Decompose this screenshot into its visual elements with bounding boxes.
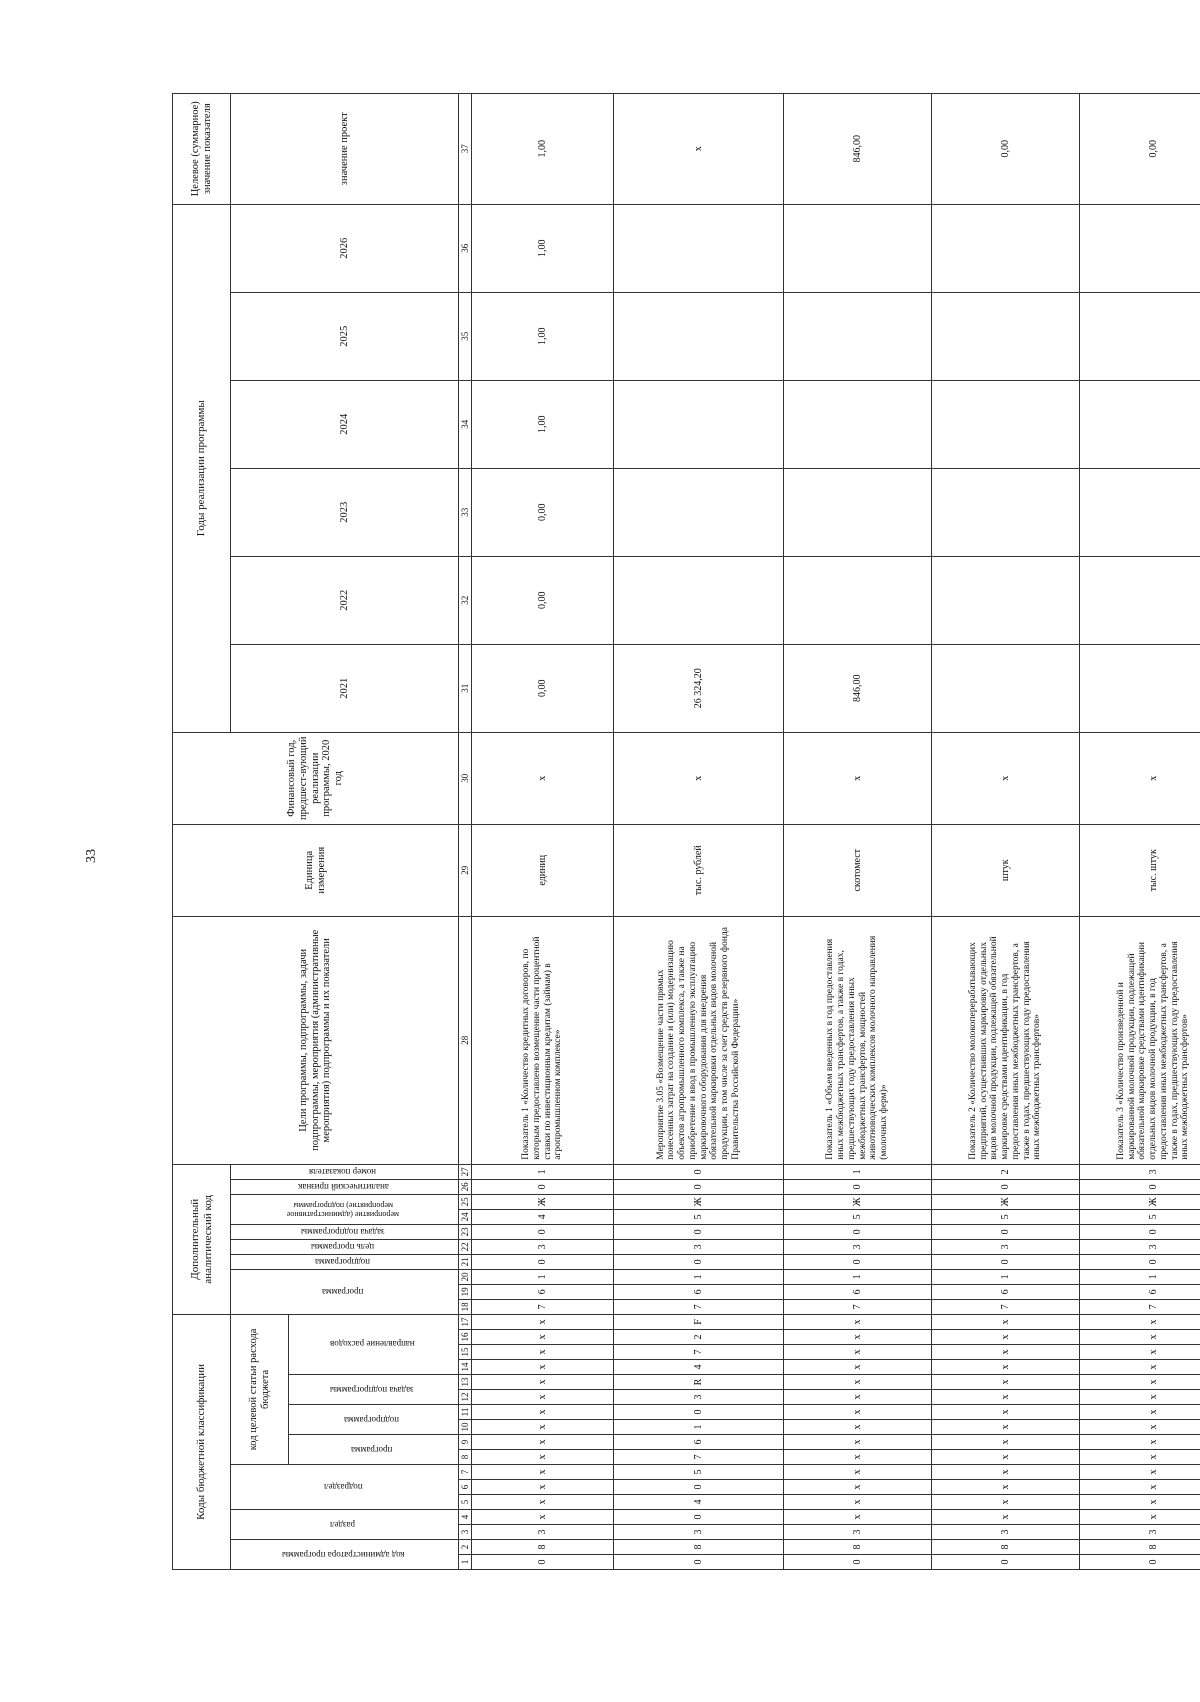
year-value-cell: 1,00: [472, 292, 614, 380]
year-value-cell: [614, 204, 784, 292]
code-cell: 6: [1080, 1284, 1200, 1299]
fin-year-cell: х: [932, 732, 1080, 824]
column-number: 23: [459, 1224, 472, 1239]
code-cell: х: [472, 1510, 614, 1525]
column-number: 9: [459, 1435, 472, 1450]
code-cell: 6: [614, 1435, 784, 1450]
column-number: 26: [459, 1179, 472, 1194]
target-value-sub-header: значение проект: [231, 93, 459, 204]
years-header: Годы реализации программы: [173, 204, 231, 732]
code-cell: 0: [784, 1555, 932, 1570]
code-cell: 0: [614, 1405, 784, 1420]
column-number: 32: [459, 556, 472, 644]
code-cell: 5: [1080, 1209, 1200, 1224]
column-number: 18: [459, 1299, 472, 1314]
code-cell: х: [1080, 1435, 1200, 1450]
code-cell: 0: [472, 1254, 614, 1269]
code-cell: 0: [1080, 1555, 1200, 1570]
indicator-number-header: номер показателя: [309, 1166, 377, 1177]
column-number: 13: [459, 1375, 472, 1390]
code-cell: 3: [932, 1525, 1080, 1540]
code-cell: 0: [1080, 1179, 1200, 1194]
code-cell: х: [932, 1435, 1080, 1450]
year-2024-header: 2024: [231, 380, 459, 468]
code-cell: 0: [614, 1164, 784, 1179]
code-cell: х: [932, 1314, 1080, 1329]
description-cell: Показатель 2 «Количество молокоперерабатывающих предприятий, осуществивших маркировку отдельных видов молочной продукции, подлежащей обязательной маркировке средствами идентификации, в год предоставления иных межбюджетных трансфертов, а также в годах, предшествующих году предоставления иных межбюджетных трансфертов»: [932, 916, 1080, 1164]
description-cell: Показатель 1 «Объем введенных в год предоставления иных межбюджетных трансфертов, а также в годах, предшествующих году предоставления иных межбюджетных трансфертов, мощностей животноводческих комплексов молочного направления (молочных ферм)»: [784, 916, 932, 1164]
year-value-cell: 0,00: [472, 644, 614, 732]
code-cell: 1: [784, 1164, 932, 1179]
code-cell: х: [784, 1390, 932, 1405]
code-cell: х: [932, 1480, 1080, 1495]
code-cell: х: [932, 1330, 1080, 1345]
description-cell: Показатель 1 «Количество кредитных договоров, по которым предоставлено возмещение части процентной ставки по инвестиционным кредитам (займам) в агропромышленном комплексе»: [472, 916, 614, 1164]
code-cell: х: [784, 1495, 932, 1510]
code-cell: 0: [614, 1555, 784, 1570]
code-cell: 0: [614, 1480, 784, 1495]
code-cell: х: [472, 1465, 614, 1480]
code-cell: R: [614, 1375, 784, 1390]
code-cell: 6: [784, 1284, 932, 1299]
code-cell: 0: [614, 1254, 784, 1269]
code-cell: х: [784, 1420, 932, 1435]
code-cell: 0: [614, 1179, 784, 1194]
column-number: 6: [459, 1480, 472, 1495]
code-cell: 1: [472, 1164, 614, 1179]
code-cell: 0: [472, 1555, 614, 1570]
code-cell: 0: [1080, 1224, 1200, 1239]
unit-cell: единиц: [472, 824, 614, 916]
column-number: 36: [459, 204, 472, 292]
column-number: 3: [459, 1525, 472, 1540]
code-cell: 3: [472, 1525, 614, 1540]
code-cell: 7: [614, 1299, 784, 1314]
code-cell: 3: [614, 1525, 784, 1540]
code-cell: х: [932, 1420, 1080, 1435]
code-cell: х: [784, 1345, 932, 1360]
code-cell: х: [1080, 1330, 1200, 1345]
code-cell: х: [1080, 1495, 1200, 1510]
additional-code-header: Дополнительный аналитический код: [173, 1164, 231, 1314]
code-cell: 0: [1080, 1254, 1200, 1269]
subprogram-task-header: задача подпрограммы: [330, 1384, 414, 1395]
column-number: 4: [459, 1510, 472, 1525]
column-number: 30: [459, 732, 472, 824]
table-row: [1080, 93, 1200, 1569]
year-value-cell: [614, 380, 784, 468]
code-cell: 8: [472, 1540, 614, 1555]
column-number: 31: [459, 644, 472, 732]
code-cell: х: [1080, 1390, 1200, 1405]
code-cell: х: [1080, 1465, 1200, 1480]
column-number: 17: [459, 1314, 472, 1329]
column-number: 29: [459, 824, 472, 916]
code-cell: 7: [614, 1450, 784, 1465]
column-number: 14: [459, 1360, 472, 1375]
code-cell: х: [784, 1465, 932, 1480]
code-cell: х: [784, 1330, 932, 1345]
code-cell: х: [932, 1390, 1080, 1405]
code-cell: 3: [1080, 1525, 1200, 1540]
table-row: [472, 93, 614, 1569]
code-cell: 0: [932, 1179, 1080, 1194]
code-cell: Ж: [472, 1194, 614, 1209]
code-cell: х: [472, 1314, 614, 1329]
column-number: 1: [459, 1555, 472, 1570]
year-value-cell: [784, 556, 932, 644]
code-cell: 5: [614, 1209, 784, 1224]
code-cell: 3: [614, 1239, 784, 1254]
code-cell: Ж: [614, 1194, 784, 1209]
activity-header: мероприятие (административное мероприятие) подпрограммы: [286, 1201, 400, 1220]
code-cell: х: [472, 1375, 614, 1390]
code-cell: 3: [784, 1239, 932, 1254]
code-cell: х: [784, 1314, 932, 1329]
year-value-cell: 1,00: [472, 380, 614, 468]
code-cell: 0: [932, 1555, 1080, 1570]
code-cell: 0: [784, 1224, 932, 1239]
description-cell: Мероприятие 3.05 «Возмещение части прямых понесенных затрат на создание и (или) модернизацию объектов агропромышленного комплекса, а также на приобретение и ввод в промышленную эксплуатацию маркировочного оборудования для внедрения обязательной маркировки отдельных видов молочной продукции, в том числе за счет средств резервного фонда Правительства Российской Федерации»: [614, 916, 784, 1164]
code-cell: 7: [1080, 1299, 1200, 1314]
column-number: 8: [459, 1450, 472, 1465]
goals-header: Цели программы, подпрограммы, задачи подпрограммы, мероприятия (административные мероприятия) подпрограммы и их показатели: [173, 916, 459, 1164]
code-cell: 3: [472, 1239, 614, 1254]
code-cell: х: [932, 1510, 1080, 1525]
year-value-cell: 1,00: [472, 204, 614, 292]
column-number: 15: [459, 1345, 472, 1360]
code-cell: 0: [784, 1179, 932, 1194]
code-cell: х: [1080, 1510, 1200, 1525]
column-number: 25: [459, 1194, 472, 1209]
year-value-cell: 26 324,20: [614, 644, 784, 732]
year-2023-header: 2023: [231, 468, 459, 556]
target-value-header: Целевое (суммарное) значение показателя: [173, 93, 231, 204]
program-code-header: программа: [322, 1286, 364, 1297]
code-cell: 1: [1080, 1269, 1200, 1284]
unit-cell: штук: [932, 824, 1080, 916]
column-number: 33: [459, 468, 472, 556]
code-cell: х: [784, 1450, 932, 1465]
fin-year-cell: х: [614, 732, 784, 824]
column-number: 20: [459, 1269, 472, 1284]
year-value-cell: [932, 292, 1080, 380]
code-cell: х: [1080, 1450, 1200, 1465]
target-value-cell: 0,00: [1080, 93, 1200, 204]
code-cell: 3: [784, 1525, 932, 1540]
code-cell: х: [472, 1435, 614, 1450]
code-cell: 6: [614, 1284, 784, 1299]
description-cell: Показатель 3 «Количество произведенной и маркированной молочной продукции, подлежащей обязательной маркировке средствами идентификации отдельных видов молочной продукции, в год предоставления иных межбюджетных трансфертов, а также в годах, предшествующих году предоставления иных межбюджетных трансфертов»: [1080, 916, 1200, 1164]
code-cell: 3: [1080, 1164, 1200, 1179]
column-number: 2: [459, 1540, 472, 1555]
code-cell: х: [472, 1330, 614, 1345]
code-cell: 3: [932, 1239, 1080, 1254]
column-number: 16: [459, 1330, 472, 1345]
subsection-header: подраздел: [323, 1482, 363, 1493]
table-row: [614, 93, 784, 1569]
code-cell: Ж: [1080, 1194, 1200, 1209]
code-cell: х: [932, 1495, 1080, 1510]
target-value-cell: 1,00: [472, 93, 614, 204]
code-cell: 0: [932, 1254, 1080, 1269]
code-cell: 5: [932, 1209, 1080, 1224]
code-cell: х: [932, 1360, 1080, 1375]
admin-code-header: код администратора программы: [281, 1549, 405, 1560]
code-cell: х: [784, 1405, 932, 1420]
code-cell: х: [1080, 1480, 1200, 1495]
target-article-header: код целевой статьи расхода бюджета: [231, 1314, 289, 1464]
year-value-cell: [614, 556, 784, 644]
year-2022-header: 2022: [231, 556, 459, 644]
code-cell: х: [1080, 1405, 1200, 1420]
year-value-cell: 0,00: [472, 468, 614, 556]
code-cell: х: [472, 1360, 614, 1375]
subprogram-code-header: подпрограмма: [315, 1256, 371, 1267]
code-cell: 2: [932, 1164, 1080, 1179]
code-cell: х: [784, 1480, 932, 1495]
year-value-cell: [932, 204, 1080, 292]
year-value-cell: [932, 556, 1080, 644]
column-number: 24: [459, 1209, 472, 1224]
code-cell: х: [932, 1450, 1080, 1465]
year-value-cell: [784, 204, 932, 292]
column-number: 22: [459, 1239, 472, 1254]
code-cell: 1: [614, 1420, 784, 1435]
expense-direction-header: направление расходов: [329, 1339, 415, 1350]
unit-header: Единица измерения: [173, 824, 459, 916]
year-value-cell: [932, 468, 1080, 556]
code-cell: 0: [784, 1254, 932, 1269]
code-cell: х: [1080, 1360, 1200, 1375]
year-2026-header: 2026: [231, 204, 459, 292]
program-goal-header: цель программы: [311, 1241, 375, 1252]
code-cell: х: [1080, 1375, 1200, 1390]
code-cell: х: [784, 1510, 932, 1525]
code-cell: 1: [932, 1269, 1080, 1284]
program-header: программа: [351, 1444, 393, 1455]
code-cell: х: [932, 1345, 1080, 1360]
code-cell: 3: [1080, 1239, 1200, 1254]
year-value-cell: [1080, 556, 1200, 644]
year-value-cell: [1080, 644, 1200, 732]
column-number: 34: [459, 380, 472, 468]
year-value-cell: [614, 468, 784, 556]
code-cell: х: [1080, 1345, 1200, 1360]
code-cell: 0: [472, 1224, 614, 1239]
code-cell: х: [472, 1450, 614, 1465]
target-value-cell: 0,00: [932, 93, 1080, 204]
code-cell: 4: [614, 1360, 784, 1375]
year-2021-header: 2021: [231, 644, 459, 732]
code-cell: 8: [932, 1540, 1080, 1555]
table-row: [932, 93, 1080, 1569]
code-cell: х: [472, 1420, 614, 1435]
code-cell: 0: [614, 1224, 784, 1239]
fin-year-cell: х: [472, 732, 614, 824]
code-cell: 1: [472, 1269, 614, 1284]
code-cell: 8: [1080, 1540, 1200, 1555]
code-cell: х: [1080, 1314, 1200, 1329]
code-cell: Ж: [932, 1194, 1080, 1209]
year-2025-header: 2025: [231, 292, 459, 380]
year-value-cell: [932, 644, 1080, 732]
column-number: 7: [459, 1465, 472, 1480]
year-value-cell: [784, 380, 932, 468]
code-cell: 7: [614, 1345, 784, 1360]
code-cell: х: [1080, 1420, 1200, 1435]
column-number: 5: [459, 1495, 472, 1510]
code-cell: 0: [932, 1224, 1080, 1239]
page-number: 33: [84, 849, 99, 863]
column-number: 27: [459, 1164, 472, 1179]
column-number: 37: [459, 93, 472, 204]
rotated-table-container: [172, 101, 1191, 1570]
year-value-cell: [1080, 380, 1200, 468]
code-cell: 7: [472, 1299, 614, 1314]
code-cell: 4: [614, 1495, 784, 1510]
code-cell: х: [472, 1405, 614, 1420]
analytic-sign-header: аналитический признак: [297, 1181, 389, 1192]
year-value-cell: [784, 292, 932, 380]
year-value-cell: [1080, 292, 1200, 380]
year-value-cell: [1080, 468, 1200, 556]
section-header: раздел: [330, 1519, 356, 1530]
column-number: 21: [459, 1254, 472, 1269]
fin-year-header: Финансовый год, предшест-вующий реализации программы, 2020 год: [173, 732, 459, 824]
code-cell: 8: [784, 1540, 932, 1555]
code-cell: 8: [614, 1540, 784, 1555]
unit-cell: тыс. рублей: [614, 824, 784, 916]
code-cell: 4: [472, 1209, 614, 1224]
code-cell: х: [932, 1465, 1080, 1480]
code-cell: х: [932, 1375, 1080, 1390]
year-value-cell: [784, 468, 932, 556]
code-cell: 1: [614, 1269, 784, 1284]
subprogram-task-code-header: задача подпрограммы: [301, 1226, 385, 1237]
code-cell: 1: [784, 1269, 932, 1284]
column-number: 28: [459, 916, 472, 1164]
code-cell: 3: [614, 1390, 784, 1405]
code-cell: х: [472, 1480, 614, 1495]
year-value-cell: 846,00: [784, 644, 932, 732]
code-cell: 5: [784, 1209, 932, 1224]
code-cell: х: [472, 1345, 614, 1360]
code-cell: х: [784, 1375, 932, 1390]
column-number: 10: [459, 1420, 472, 1435]
column-number-row: [459, 93, 472, 1569]
code-cell: 2: [614, 1330, 784, 1345]
code-cell: Ж: [784, 1194, 932, 1209]
code-cell: 0: [472, 1179, 614, 1194]
fin-year-cell: х: [1080, 732, 1200, 824]
unit-cell: скотомест: [784, 824, 932, 916]
column-number: 35: [459, 292, 472, 380]
year-value-cell: [932, 380, 1080, 468]
code-cell: F: [614, 1314, 784, 1329]
fin-year-cell: х: [784, 732, 932, 824]
table-row: [784, 93, 932, 1569]
code-cell: 7: [932, 1299, 1080, 1314]
budget-codes-header: Коды бюджетной классификации: [173, 1314, 231, 1569]
program-table: [172, 93, 1200, 1570]
target-value-cell: 846,00: [784, 93, 932, 204]
year-value-cell: [614, 292, 784, 380]
year-value-cell: [1080, 204, 1200, 292]
code-cell: х: [784, 1360, 932, 1375]
column-number: 19: [459, 1284, 472, 1299]
subprogram-header: подпрограмма: [344, 1414, 400, 1425]
code-cell: 7: [784, 1299, 932, 1314]
column-number: 12: [459, 1390, 472, 1405]
code-cell: х: [472, 1390, 614, 1405]
column-number: 11: [459, 1405, 472, 1420]
code-cell: х: [784, 1435, 932, 1450]
target-value-cell: х: [614, 93, 784, 204]
unit-cell: тыс. штук: [1080, 824, 1200, 916]
code-cell: х: [472, 1495, 614, 1510]
code-cell: 6: [932, 1284, 1080, 1299]
code-cell: х: [932, 1405, 1080, 1420]
code-cell: 0: [614, 1510, 784, 1525]
code-cell: 6: [472, 1284, 614, 1299]
year-value-cell: 0,00: [472, 556, 614, 644]
code-cell: 5: [614, 1465, 784, 1480]
table-body: [472, 93, 1200, 1569]
